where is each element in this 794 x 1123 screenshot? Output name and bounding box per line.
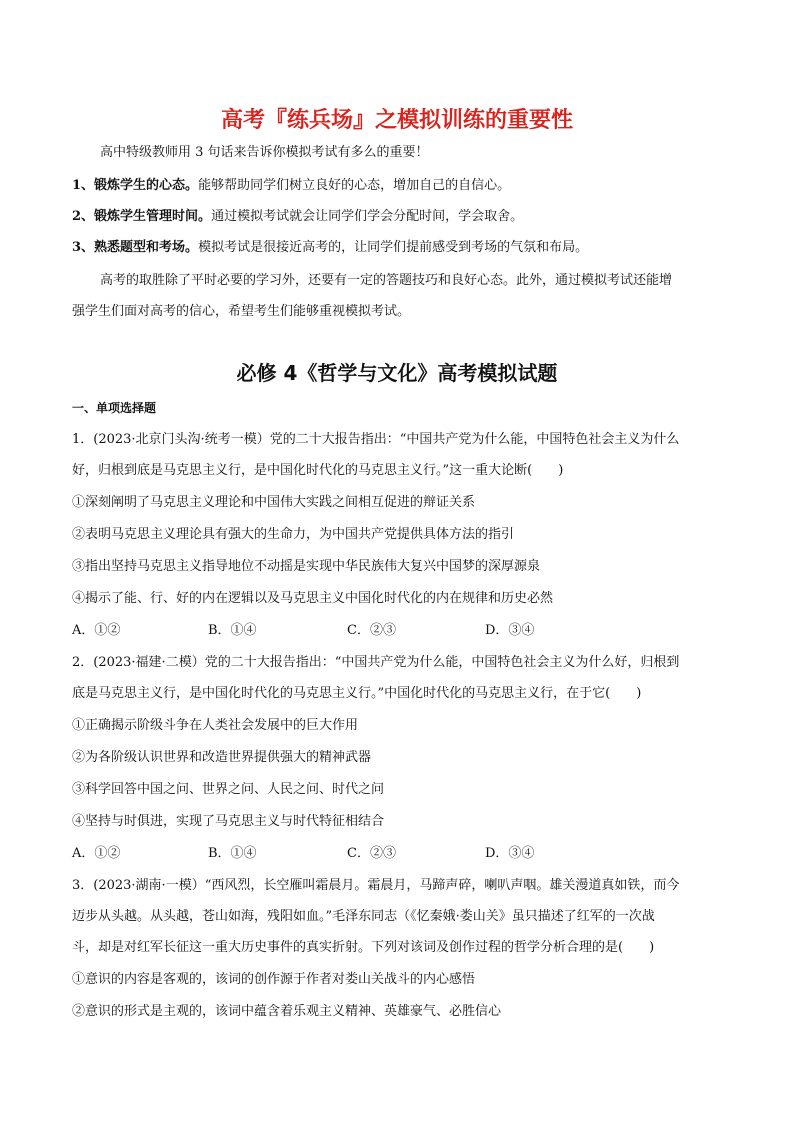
- point-text: 模拟考试是很接近高考的，让同学们提前感受到考场的气氛和布局。: [198, 240, 589, 255]
- intro-point-3: [72, 238, 732, 258]
- question-1-line: 好，归根到底是马克思主义行，是中国化时代化的马克思主义行。”这一重大论断( ): [72, 463, 564, 478]
- point-number: 3、: [72, 240, 95, 255]
- question-1-option-a[interactable]: A．①②: [72, 623, 121, 638]
- question-2-statement: ②为各阶级认识世界和改造世界提供强大的精神武器: [72, 750, 372, 765]
- intro-title: 高考『练兵场』之模拟训练的重要性: [220, 108, 573, 133]
- question-1-line: 1．(2023·北京门头沟·统考一模）党的二十大报告指出：“中国共产党为什么能，中国特色社会主义为什么: [72, 432, 680, 447]
- question-3-line: 斗，却是对红军长征这一重大历史事件的真实折射。下列对该词及创作过程的哲学分析合理的是( ): [72, 940, 655, 955]
- question-2-line: 2．(2023·福建·二模）党的二十大报告指出：“中国共产党为什么能，中国特色社会主义为什么好，归根到: [72, 655, 680, 670]
- point-number: 1、: [72, 178, 95, 193]
- question-1-statement: ①深刻阐明了马克思主义理论和中国伟大实践之间相互促进的辩证关系: [72, 495, 476, 510]
- question-1-option-b[interactable]: B．①④: [208, 623, 257, 638]
- question-2-option-a[interactable]: A．①②: [72, 846, 121, 861]
- question-1-statement: ③指出坚持马克思主义指导地位不动摇是实现中华民族伟大复兴中国梦的深厚源泉: [72, 559, 541, 574]
- question-2-line: 底是马克思主义行，是中国化时代化的马克思主义行。”中国化时代化的马克思主义行，在于它( ): [72, 686, 642, 701]
- question-1-statement: ④揭示了能、行、好的内在逻辑以及马克思主义中国化时代化的内在规律和历史必然: [72, 591, 554, 606]
- intro-paragraph-line: 强学生们面对高考的信心，希望考生们能够重视模拟考试。: [72, 304, 411, 319]
- question-2-option-b[interactable]: B．①④: [208, 846, 257, 861]
- point-text: 通过模拟考试就会让同学们学会分配时间，学会取舍。: [211, 209, 524, 224]
- question-3-statement: ②意识的形式是主观的，该词中蕴含着乐观主义精神、英雄豪气、必胜信心: [72, 1004, 502, 1019]
- question-2-option-d[interactable]: D．③④: [485, 846, 535, 861]
- question-2-option-c[interactable]: C．②③: [347, 846, 396, 861]
- section-heading: 一、单项选择题: [72, 401, 157, 415]
- question-3-statement: ①意识的内容是客观的，该词的创作源于作者对娄山关战斗的内心感悟: [72, 972, 476, 987]
- question-3-line: 3．(2023·湖南·一模）“西风烈，长空雁叫霜晨月。霜晨月，马蹄声碎，喇叭声咽。雄关漫道真如铁，而今: [72, 878, 680, 893]
- question-2-statement: ③科学回答中国之问、世界之问、人民之问、时代之问: [72, 782, 385, 797]
- point-number: 2、: [72, 209, 95, 224]
- question-1-option-d[interactable]: D．③④: [485, 623, 535, 638]
- intro-paragraph-line: 高考的取胜除了平时必要的学习外，还要有一定的答题技巧和良好心态。此外，通过模拟考试还能增: [100, 273, 673, 288]
- question-2-statement: ①正确揭示阶级斗争在人类社会发展中的巨大作用: [72, 718, 359, 733]
- intro-point-2: [72, 207, 732, 227]
- point-heading: 锻炼学生的心态。: [94, 178, 199, 193]
- intro-point-1: [72, 176, 732, 196]
- point-heading: 锻炼学生管理时间。: [94, 209, 212, 224]
- question-1-option-c[interactable]: C．②③: [347, 623, 396, 638]
- question-2-statement: ④坚持与时俱进，实现了马克思主义与时代特征相结合: [72, 814, 385, 829]
- exam-title: 必修 4《哲学与文化》高考模拟试题: [236, 361, 558, 385]
- intro-lead: 高中特级教师用 3 句话来告诉你模拟考试有多么的重要！: [100, 145, 429, 160]
- point-text: 能够帮助同学们树立良好的心态，增加自己的自信心。: [198, 178, 511, 193]
- point-heading: 熟悉题型和考场。: [94, 240, 199, 255]
- question-3-line: 迈步从头越。从头越，苍山如海，残阳如血。”毛泽东同志（《忆秦娥·娄山关》虽只描述了红军的一次战: [72, 909, 655, 924]
- question-1-statement: ②表明马克思主义理论具有强大的生命力，为中国共产党提供具体方法的指引: [72, 527, 515, 542]
